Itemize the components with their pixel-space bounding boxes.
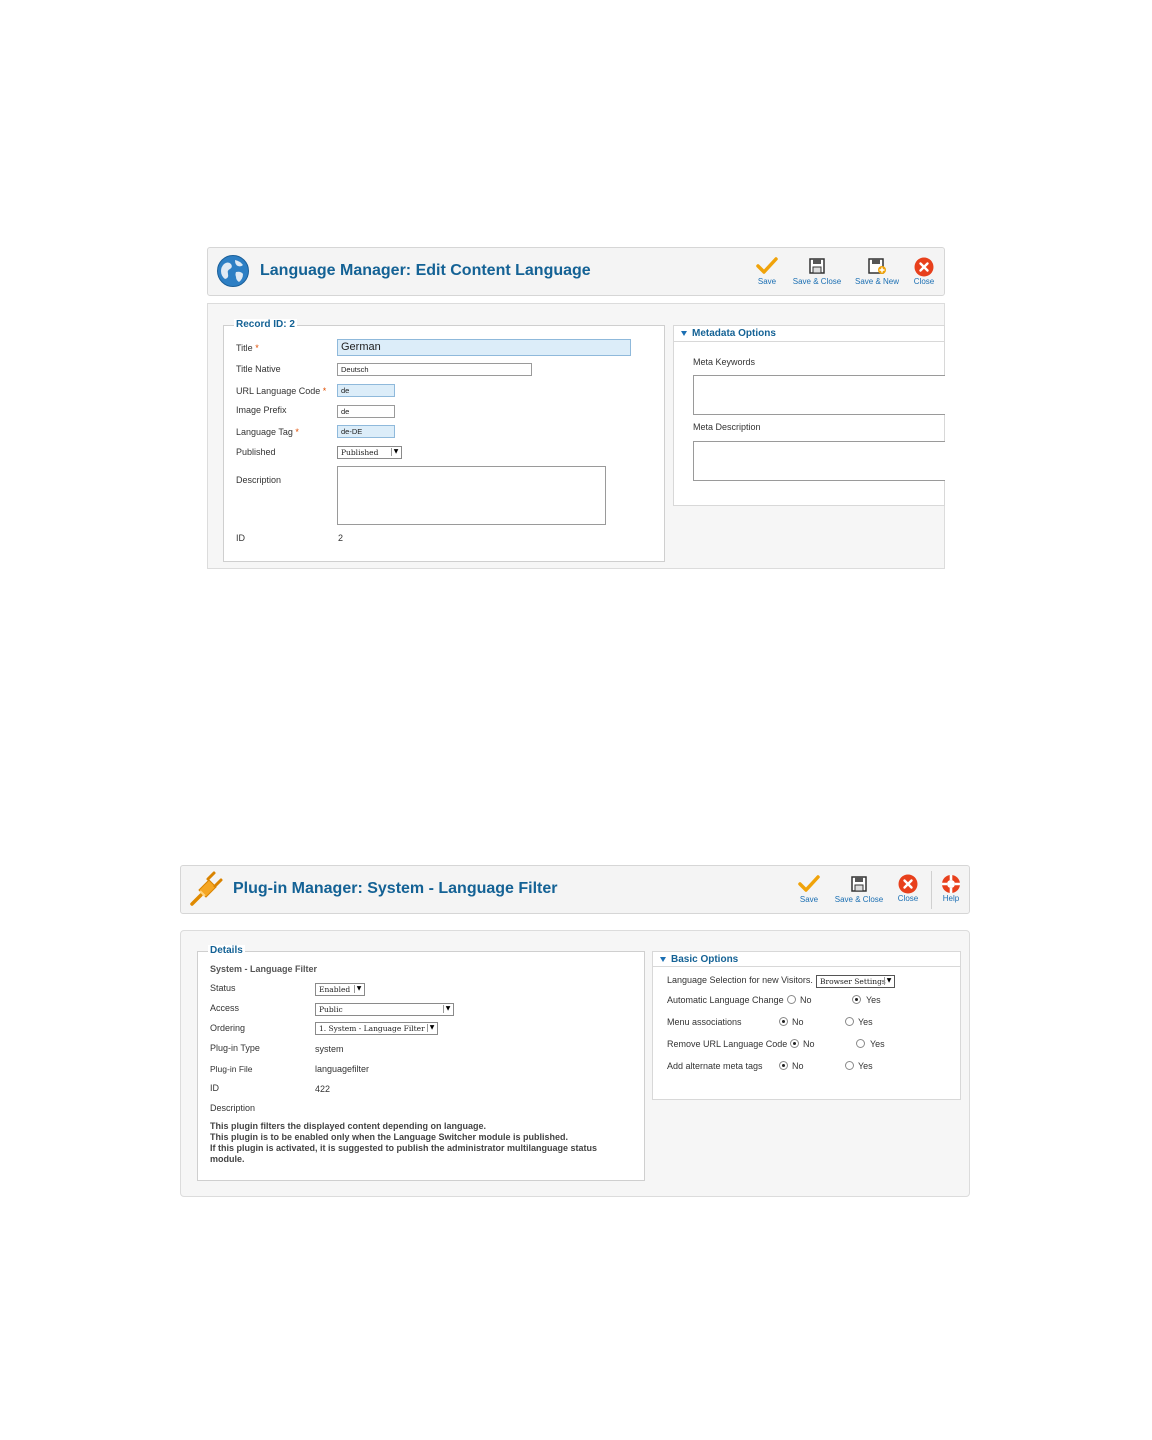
plugin-file-value: languagefilter xyxy=(315,1064,370,1074)
remove-url-label: Remove URL Language Code xyxy=(667,1039,788,1049)
save-close-label: Save & Close xyxy=(792,277,842,286)
language-tag-label xyxy=(236,427,299,437)
description-label: Description xyxy=(236,475,282,485)
lang-selection-select[interactable] xyxy=(816,975,895,988)
ordering-select-value: 1. System - Language Filter xyxy=(319,1024,425,1033)
close-label: Close xyxy=(913,277,935,286)
id-label: ID xyxy=(210,1083,219,1093)
menu-assoc-label: Menu associations xyxy=(667,1017,742,1027)
remove-url-yes-radio[interactable] xyxy=(856,1039,865,1048)
meta-description-label: Meta Description xyxy=(693,422,761,432)
record-fieldset xyxy=(223,325,665,562)
floppy-disk-icon xyxy=(850,875,868,893)
url-code-input[interactable]: de xyxy=(337,384,395,397)
basic-options-toggle[interactable] xyxy=(660,954,738,965)
alt-meta-label: Add alternate meta tags xyxy=(667,1061,763,1071)
save-new-label: Save & New xyxy=(854,277,900,286)
close-circle-icon xyxy=(914,257,934,277)
description-line: This plugin is to be enabled only when the Language Switcher module is published. xyxy=(210,1132,569,1142)
lang-selection-label: Language Selection for new Visitors. xyxy=(667,975,813,985)
plugin-file-label: Plug-in File xyxy=(210,1064,253,1074)
help-lifebuoy-icon xyxy=(941,874,961,894)
description-line: If this plugin is activated, it is suggested to publish the administrator multilanguage status xyxy=(210,1143,598,1153)
title-label-text: Title xyxy=(236,343,253,353)
language-tag-label-text: Language Tag xyxy=(236,427,293,437)
title-native-label: Title Native xyxy=(236,364,281,374)
plugin-type-label: Plug-in Type xyxy=(210,1043,260,1053)
title-input[interactable]: German xyxy=(337,339,631,356)
save-close-button[interactable] xyxy=(787,257,847,286)
help-button[interactable] xyxy=(921,874,981,903)
triangle-down-icon xyxy=(660,957,666,962)
checkmark-icon xyxy=(798,875,820,893)
plug-icon xyxy=(188,870,226,908)
access-label: Access xyxy=(210,1003,240,1013)
chevron-down-icon: ▼ xyxy=(443,1005,452,1013)
access-select-value: Public xyxy=(319,1005,343,1014)
meta-description-textarea[interactable] xyxy=(693,441,945,481)
required-mark: * xyxy=(295,427,299,437)
description-label: Description xyxy=(210,1103,256,1113)
meta-keywords-textarea[interactable] xyxy=(693,375,945,415)
chevron-down-icon: ▼ xyxy=(427,1024,436,1032)
lang-selection-value: Browser Settings xyxy=(820,977,886,986)
chevron-down-icon: ▼ xyxy=(884,977,893,985)
save-label: Save xyxy=(757,277,777,286)
save-label: Save xyxy=(799,895,819,904)
ordering-select[interactable] xyxy=(315,1022,438,1035)
auto-change-yes-radio[interactable] xyxy=(852,995,861,1004)
menu-assoc-yes-radio[interactable] xyxy=(845,1017,854,1026)
access-select[interactable] xyxy=(315,1003,454,1016)
description-textarea[interactable] xyxy=(337,466,606,525)
remove-url-no-label: No xyxy=(803,1039,815,1049)
auto-change-no-label: No xyxy=(800,995,812,1005)
metadata-divider xyxy=(673,341,945,342)
metadata-toggle[interactable] xyxy=(681,328,776,339)
description-line: This plugin filters the displayed content depending on language. xyxy=(210,1121,487,1131)
required-mark: * xyxy=(255,343,259,353)
basic-options-heading: Basic Options xyxy=(671,954,739,965)
plugin-description xyxy=(210,1121,630,1165)
url-code-label xyxy=(236,386,326,396)
metadata-heading: Metadata Options xyxy=(692,328,776,339)
basic-options-divider xyxy=(652,966,961,967)
auto-change-label: Automatic Language Change xyxy=(667,995,784,1005)
page-title: Plug-in Manager: System - Language Filter xyxy=(233,880,558,897)
required-mark: * xyxy=(322,386,327,396)
checkmark-icon xyxy=(756,257,778,275)
image-prefix-label: Image Prefix xyxy=(236,405,287,415)
details-legend: Details xyxy=(210,945,243,956)
auto-change-no-radio[interactable] xyxy=(787,995,796,1004)
menu-assoc-yes-label: Yes xyxy=(858,1017,873,1027)
plugin-subtitle: System - Language Filter xyxy=(210,964,318,974)
globe-icon xyxy=(216,254,250,288)
plugin-type-value: system xyxy=(315,1044,344,1054)
alt-meta-yes-radio[interactable] xyxy=(845,1061,854,1070)
id-value: 422 xyxy=(315,1084,331,1094)
chevron-down-icon: ▼ xyxy=(391,448,400,456)
help-label: Help xyxy=(942,894,960,903)
record-legend: Record ID: 2 xyxy=(236,319,295,330)
close-button[interactable] xyxy=(894,257,954,286)
menu-assoc-no-label: No xyxy=(792,1017,804,1027)
menu-assoc-no-radio[interactable] xyxy=(779,1017,788,1026)
floppy-disk-plus-icon xyxy=(867,257,887,275)
title-native-input[interactable]: Deutsch xyxy=(337,363,532,376)
published-select-value: Published xyxy=(341,448,379,457)
remove-url-no-radio[interactable] xyxy=(790,1039,799,1048)
description-line: module. xyxy=(210,1154,245,1164)
image-prefix-input[interactable]: de xyxy=(337,405,395,418)
id-value: 2 xyxy=(338,533,344,543)
page-title: Language Manager: Edit Content Language xyxy=(260,262,591,279)
meta-keywords-label: Meta Keywords xyxy=(693,357,756,367)
id-label: ID xyxy=(236,533,245,543)
alt-meta-no-radio[interactable] xyxy=(779,1061,788,1070)
chevron-down-icon: ▼ xyxy=(354,985,363,993)
status-label: Status xyxy=(210,983,236,993)
title-label xyxy=(236,343,259,353)
floppy-disk-icon xyxy=(808,257,826,275)
published-label: Published xyxy=(236,447,276,457)
language-tag-input[interactable]: de-DE xyxy=(337,425,395,438)
triangle-down-icon xyxy=(681,331,687,336)
close-circle-icon xyxy=(898,874,918,894)
alt-meta-yes-label: Yes xyxy=(858,1061,873,1071)
status-select-value: Enabled xyxy=(319,985,351,994)
alt-meta-no-label: No xyxy=(792,1061,804,1071)
remove-url-yes-label: Yes xyxy=(870,1039,885,1049)
close-label: Close xyxy=(897,894,919,903)
ordering-label: Ordering xyxy=(210,1023,246,1033)
status-select[interactable] xyxy=(315,983,365,996)
auto-change-yes-label: Yes xyxy=(866,995,881,1005)
url-code-label-text: URL Language Code xyxy=(236,386,321,396)
save-close-label: Save & Close xyxy=(834,895,884,904)
published-select[interactable] xyxy=(337,446,402,459)
